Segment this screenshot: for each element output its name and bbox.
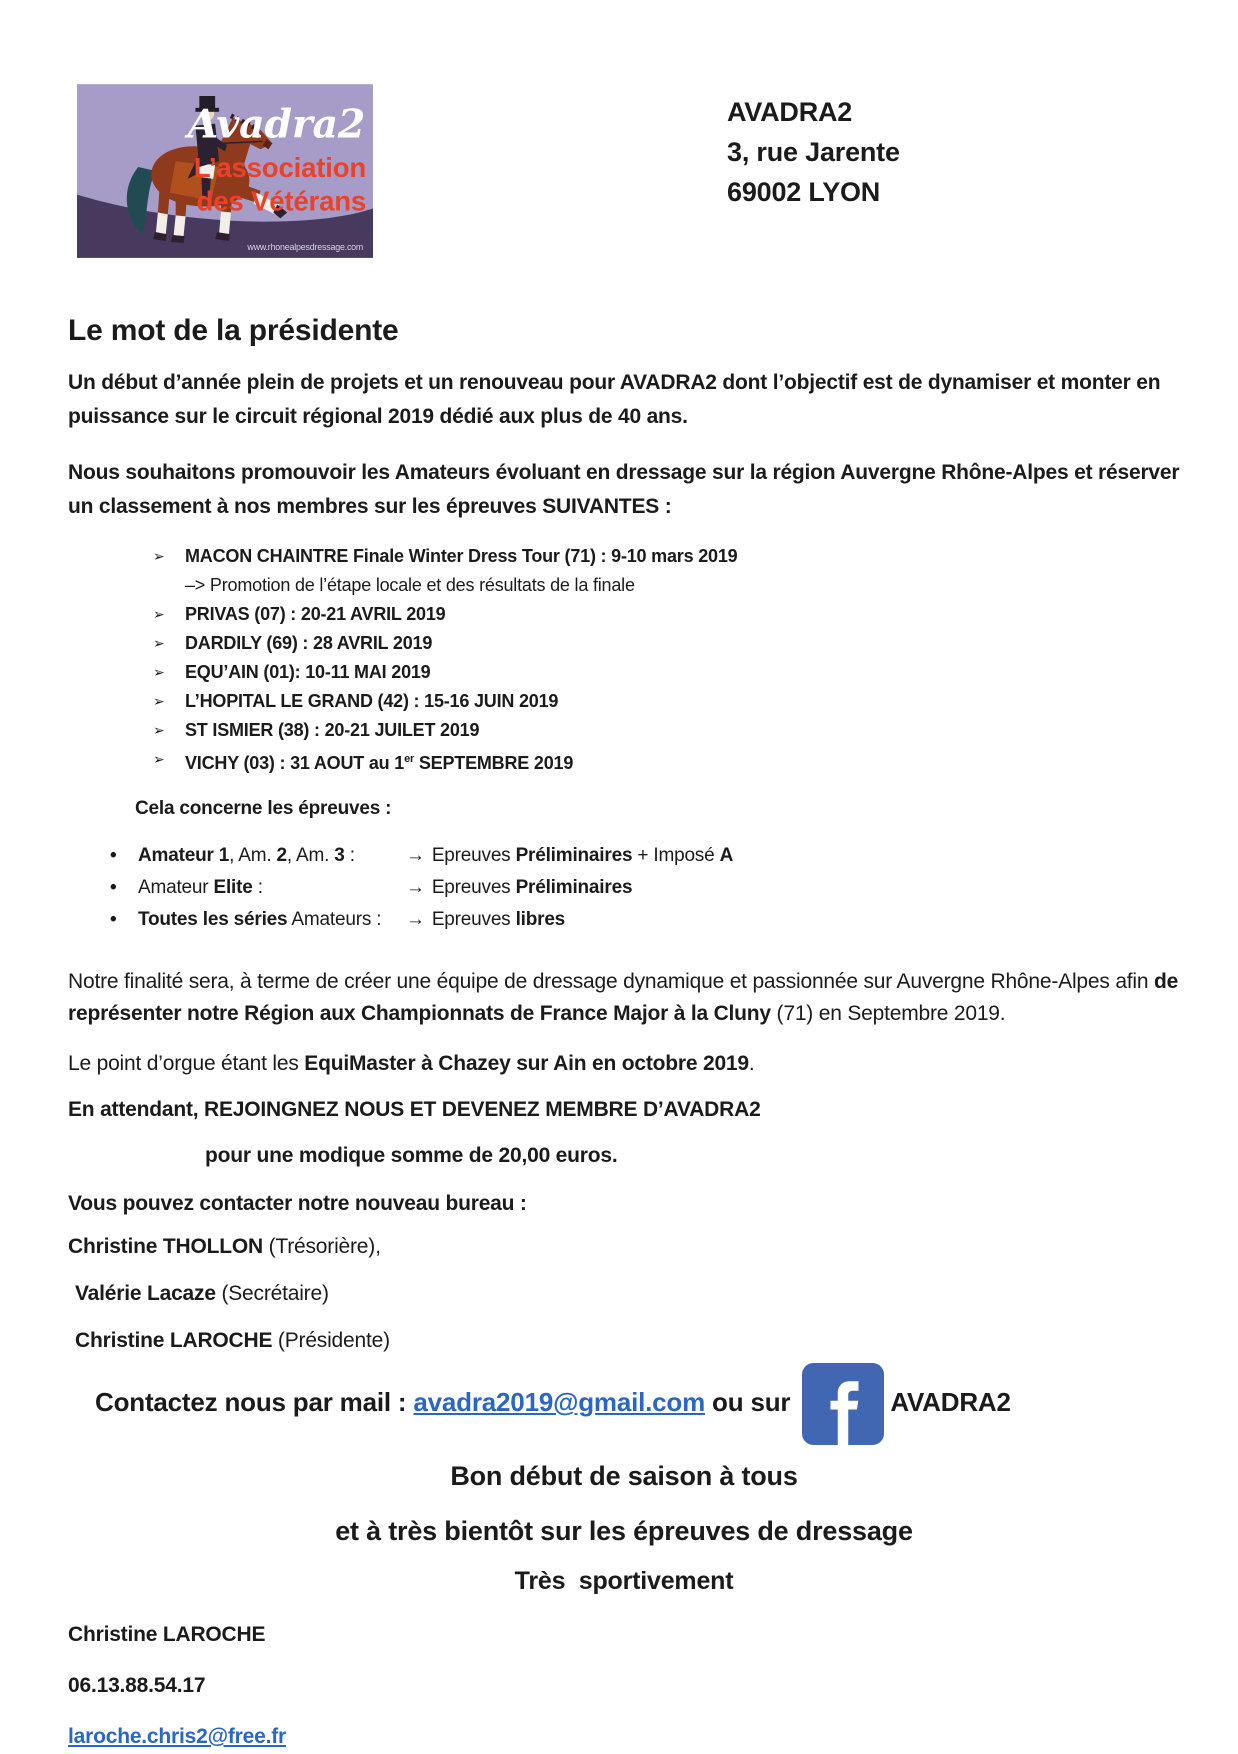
- logo-brand-text: Avadra2: [187, 101, 366, 148]
- epreuve-value: [406, 904, 565, 936]
- closing-line-1: Bon début de saison à tous: [450, 1461, 798, 1491]
- event-item: [68, 600, 1180, 629]
- bullet-icon: •: [110, 877, 117, 898]
- text-segment: Amateurs :: [287, 909, 382, 930]
- chevron-bullet-icon: ➢: [153, 664, 165, 680]
- text-segment: 2: [276, 845, 287, 866]
- epreuve-value: [406, 872, 632, 904]
- epreuve-label: [138, 840, 406, 872]
- event-text: PRIVAS (07) : 20-21 AVRIL 2019: [185, 604, 446, 624]
- arrow-icon: →: [406, 845, 425, 866]
- event-item: [68, 716, 1180, 745]
- text-segment: EquiMaster à Chazey sur Ain en octobre 2019: [304, 1052, 749, 1075]
- intro-paragraph-2: Nous souhaitons promouvoir les Amateurs évoluant en dressage sur la région Auvergne Rhône-Alpes et réserver un classement à nos membres sur les épreuves SUIVANTES :: [68, 461, 1180, 518]
- member-role: (Trésorière),: [268, 1235, 381, 1258]
- document-header: [0, 0, 1238, 259]
- events-list: [68, 542, 1180, 778]
- text-segment: Amateur: [138, 877, 214, 898]
- event-item: [68, 542, 1180, 571]
- epreuve-label: [138, 904, 406, 936]
- chevron-bullet-icon: ➢: [153, 751, 165, 767]
- event-item: [68, 658, 1180, 687]
- chevron-bullet-icon: ➢: [153, 606, 165, 622]
- text-segment: .: [748, 1052, 755, 1075]
- event-item: [68, 629, 1180, 658]
- text-segment: Toutes les séries: [138, 909, 288, 930]
- text-segment: Amateur 1: [138, 845, 230, 866]
- member-name: Christine LAROCHE: [75, 1329, 273, 1352]
- text-segment: Préliminaires: [515, 877, 633, 898]
- epreuves-list: [68, 840, 1180, 936]
- horse-hoof: [171, 235, 185, 243]
- chevron-bullet-icon: ➢: [153, 548, 165, 564]
- document-body: [0, 314, 1238, 1753]
- contact-prefix: Contactez nous par mail :: [95, 1386, 414, 1417]
- text-segment: Epreuves: [431, 845, 516, 866]
- event-text: EQU’AIN (01): 10-11 MAI 2019: [185, 662, 431, 682]
- ordinal-superscript: er: [404, 753, 415, 765]
- epreuve-row: [68, 904, 1180, 936]
- text-segment: Elite: [213, 877, 253, 898]
- event-note: –> Promotion de l’étape locale et des résultats de la finale: [185, 575, 635, 595]
- logo-subtitle-line2: des Vétérans: [196, 185, 367, 217]
- event-item: [68, 687, 1180, 716]
- finalite-paragraph: [68, 966, 1180, 1030]
- event-text: MACON CHAINTRE Finale Winter Dress Tour (71) : 9-10 mars 2019: [185, 546, 738, 566]
- text-segment: Epreuves: [431, 909, 516, 930]
- event-text: VICHY (03) : 31 AOUT au 1: [185, 753, 405, 773]
- signature-email-link[interactable]: laroche.chris2@free.fr: [68, 1725, 287, 1748]
- horse-sock: [156, 212, 168, 234]
- page-title: Le mot de la présidente: [68, 314, 399, 347]
- bureau-member: [68, 1324, 1180, 1357]
- facebook-icon[interactable]: [802, 1361, 884, 1447]
- member-name: Valérie Lacaze: [75, 1282, 216, 1305]
- text-segment: (71) en Septembre 2019.: [770, 1002, 1006, 1025]
- event-text: ST ISMIER (38) : 20-21 JUILET 2019: [185, 720, 480, 740]
- bureau-members-list: [68, 1230, 1180, 1357]
- bureau-member: [68, 1230, 1180, 1263]
- text-segment: :: [344, 845, 355, 866]
- text-segment: de représenter notre Région aux Championnats de France Major à la Cluny: [68, 970, 1179, 1025]
- epreuve-value: [406, 840, 733, 872]
- bullet-icon: •: [110, 845, 117, 866]
- event-text: DARDILY (69) : 28 AVRIL 2019: [185, 633, 433, 653]
- closing-line-3: Très sportivement: [514, 1567, 734, 1595]
- intro-paragraph-1: Un début d’année plein de projets et un renouveau pour AVADRA2 dont l’objectif est de dynamiser et monter en puissance sur le circuit régional 2019 dédié aux plus de 40 ans.: [68, 371, 1161, 428]
- text-segment: libres: [515, 909, 566, 930]
- epreuve-label: [138, 872, 406, 904]
- member-name: Christine THOLLON: [68, 1235, 263, 1258]
- signature-phone: 06.13.88.54.17: [68, 1674, 206, 1697]
- contact-line: [68, 1361, 1180, 1447]
- text-segment: Notre finalité sera, à terme de créer une équipe de dressage dynamique et passionnée sur Auvergne Rhône-Alpes afin: [68, 970, 1155, 993]
- chevron-bullet-icon: ➢: [153, 722, 165, 738]
- text-segment: + Imposé: [632, 845, 720, 866]
- logo-subtitle-line1: L’association: [193, 151, 367, 183]
- text-segment: , Am.: [229, 845, 277, 866]
- epreuve-row: [68, 872, 1180, 904]
- address-line: AVADRA2: [727, 97, 853, 127]
- somme-line: pour une modique somme de 20,00 euros.: [205, 1144, 618, 1167]
- member-role: (Secrétaire): [221, 1282, 329, 1305]
- contact-middle: ou sur: [705, 1386, 791, 1417]
- event-text: SEPTEMBRE 2019: [414, 753, 574, 773]
- attendant-paragraph: En attendant, REJOINGNEZ NOUS ET DEVENEZ MEMBRE D’AVADRA2: [68, 1098, 761, 1121]
- text-segment: Epreuves: [431, 877, 516, 898]
- text-segment: :: [252, 877, 263, 898]
- event-item: [68, 745, 1180, 778]
- logo-website-url: www.rhonealpesdressage.com: [247, 241, 364, 252]
- avadra2-logo: [77, 83, 373, 259]
- epreuves-heading: Cela concerne les épreuves :: [135, 798, 392, 819]
- closing-line-2: et à très bientôt sur les épreuves de dressage: [335, 1516, 913, 1546]
- address-line: 3, rue Jarente: [727, 137, 900, 167]
- bureau-heading: Vous pouvez contacter notre nouveau bureau :: [68, 1192, 527, 1215]
- arrow-icon: →: [406, 877, 425, 898]
- orgue-paragraph: [68, 1052, 1180, 1076]
- bureau-member: [68, 1277, 1180, 1310]
- chevron-bullet-icon: ➢: [153, 693, 165, 709]
- signature-name: Christine LAROCHE: [68, 1623, 266, 1646]
- association-address-block: [727, 92, 900, 212]
- text-segment: Préliminaires: [515, 845, 633, 866]
- address-line: 69002 LYON: [727, 177, 881, 207]
- member-role: (Présidente): [277, 1329, 390, 1352]
- arrow-icon: →: [406, 909, 425, 930]
- text-segment: 3: [334, 845, 345, 866]
- facebook-page-name: AVADRA2: [890, 1386, 1011, 1417]
- text-segment: A: [719, 845, 734, 866]
- event-text: L’HOPITAL LE GRAND (42) : 15-16 JUIN 2019: [185, 691, 559, 711]
- text-segment: Le point d’orgue étant les: [68, 1052, 305, 1075]
- horse-sock: [174, 215, 186, 236]
- contact-email-link[interactable]: avadra2019@gmail.com: [413, 1386, 706, 1417]
- text-segment: , Am.: [286, 845, 335, 866]
- bullet-icon: •: [110, 909, 117, 930]
- chevron-bullet-icon: ➢: [153, 635, 165, 651]
- epreuve-row: [68, 840, 1180, 872]
